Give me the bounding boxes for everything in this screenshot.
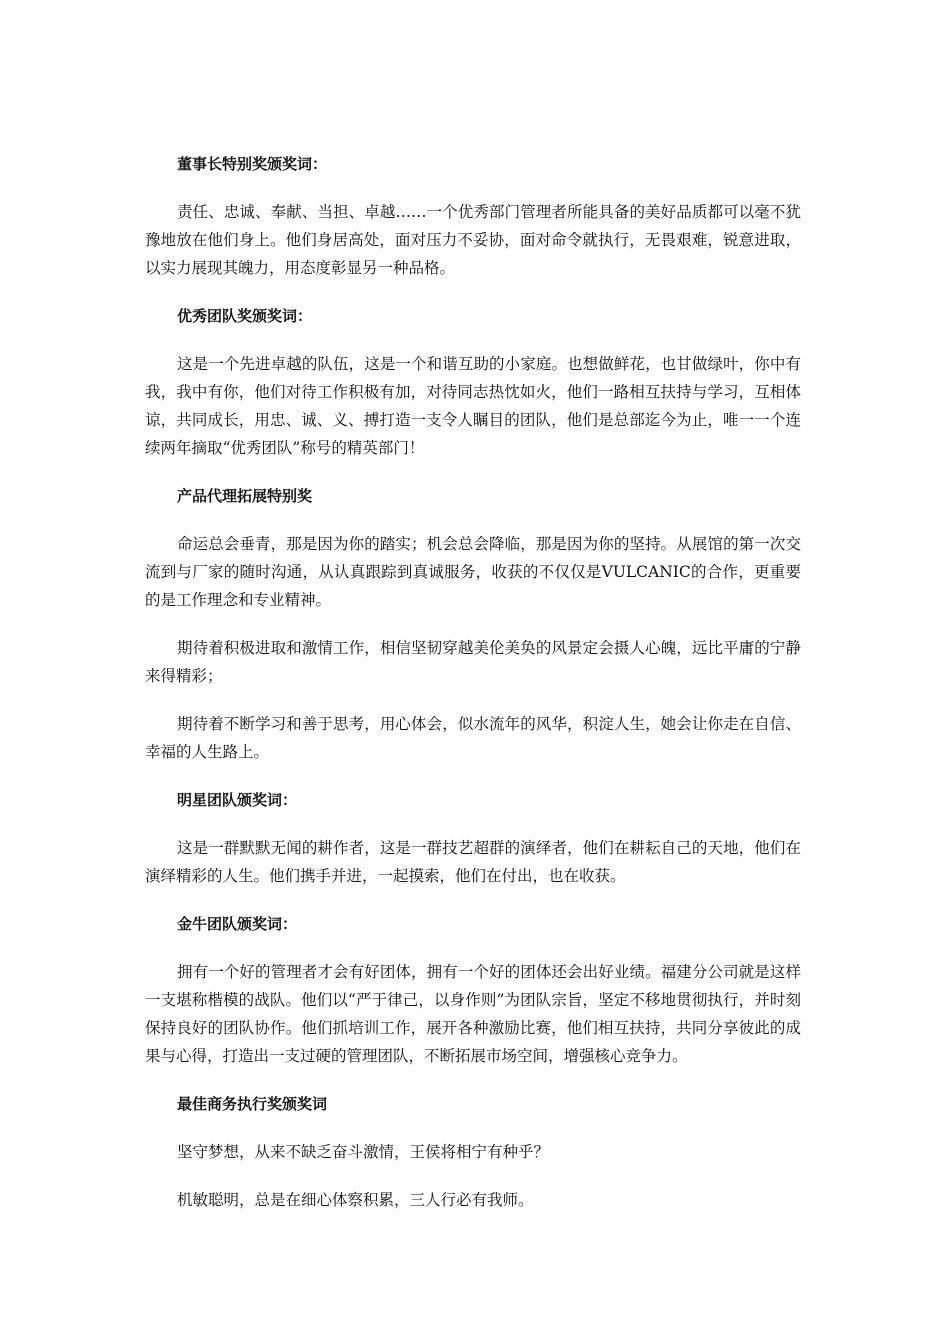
section-paragraph: 命运总会垂青，那是因为你的踏实；机会总会降临，那是因为你的坚持。从展馆的第一次交流到与厂家的随时沟通，从认真跟踪到真诚服务，收获的不仅仅是VULCANIC的合作，更重要的是工作理念和专业精神。	[145, 535, 801, 609]
section-star-team-award	[145, 786, 801, 890]
section-chairman-award	[145, 150, 801, 282]
section-paragraph: 这是一个先进卓越的队伍，这是一个和谐互助的小家庭。也想做鲜花，也甘做绿叶，你中有我，我中有你，他们对待工作积极有加，对待同志热忱如火，他们一路相互扶持与学习，互相体谅，共同成长，用忠、诚、义、搏打造一支令人瞩目的团队，他们是总部迄今为止，唯一一个连续两年摘取“优秀团队”称号的精英部门！	[145, 355, 801, 457]
section-heading: 董事长特别奖颁奖词：	[177, 155, 328, 173]
section-heading: 金牛团队颁奖词：	[177, 915, 298, 933]
section-paragraph: 期待着不断学习和善于思考，用心体会，似水流年的风华，积淀人生，她会让你走在自信、幸福的人生路上。	[145, 715, 801, 761]
section-heading: 最佳商务执行奖颁奖词	[177, 1095, 328, 1113]
section-heading: 明星团队颁奖词：	[177, 791, 298, 809]
section-paragraph: 这是一群默默无闻的耕作者，这是一群技艺超群的演绎者，他们在耕耘自己的天地，他们在演绎精彩的人生。他们携手并进，一起摸索，他们在付出，也在收获。	[145, 839, 801, 885]
section-golden-bull-team-award	[145, 910, 801, 1070]
section-paragraph: 机敏聪明，总是在细心体察积累，三人行必有我师。	[177, 1191, 534, 1209]
section-excellent-team-award	[145, 302, 801, 462]
section-heading: 优秀团队奖颁奖词：	[177, 307, 313, 325]
section-best-business-execution-award	[145, 1090, 801, 1214]
section-heading: 产品代理拓展特别奖	[177, 487, 313, 505]
section-paragraph: 拥有一个好的管理者才会有好团体，拥有一个好的团体还会出好业绩。福建分公司就是这样一支堪称楷模的战队。他们以“严于律己，以身作则”为团队宗旨，坚定不移地贯彻执行，并时刻保持良好的团队协作。他们抓培训工作，展开各种激励比赛，他们相互扶持，共同分享彼此的成果与心得，打造出一支过硬的管理团队，不断拓展市场空间，增强核心竞争力。	[145, 963, 801, 1065]
section-paragraph: 坚守梦想，从来不缺乏奋斗激情，王侯将相宁有种乎？	[177, 1143, 550, 1161]
document-body	[145, 150, 801, 1214]
section-paragraph: 期待着积极进取和激情工作，相信坚韧穿越美伦美奂的风景定会摄人心魄，远比平庸的宁静来得精彩；	[145, 639, 801, 685]
section-product-agency-award	[145, 482, 801, 766]
section-paragraph: 责任、忠诚、奉献、当担、卓越……一个优秀部门管理者所能具备的美好品质都可以毫不犹豫地放在他们身上。他们身居高处，面对压力不妥协，面对命令就执行，无畏艰难，锐意进取，以实力展现其魄力，用态度彰显另一种品格。	[145, 203, 801, 277]
